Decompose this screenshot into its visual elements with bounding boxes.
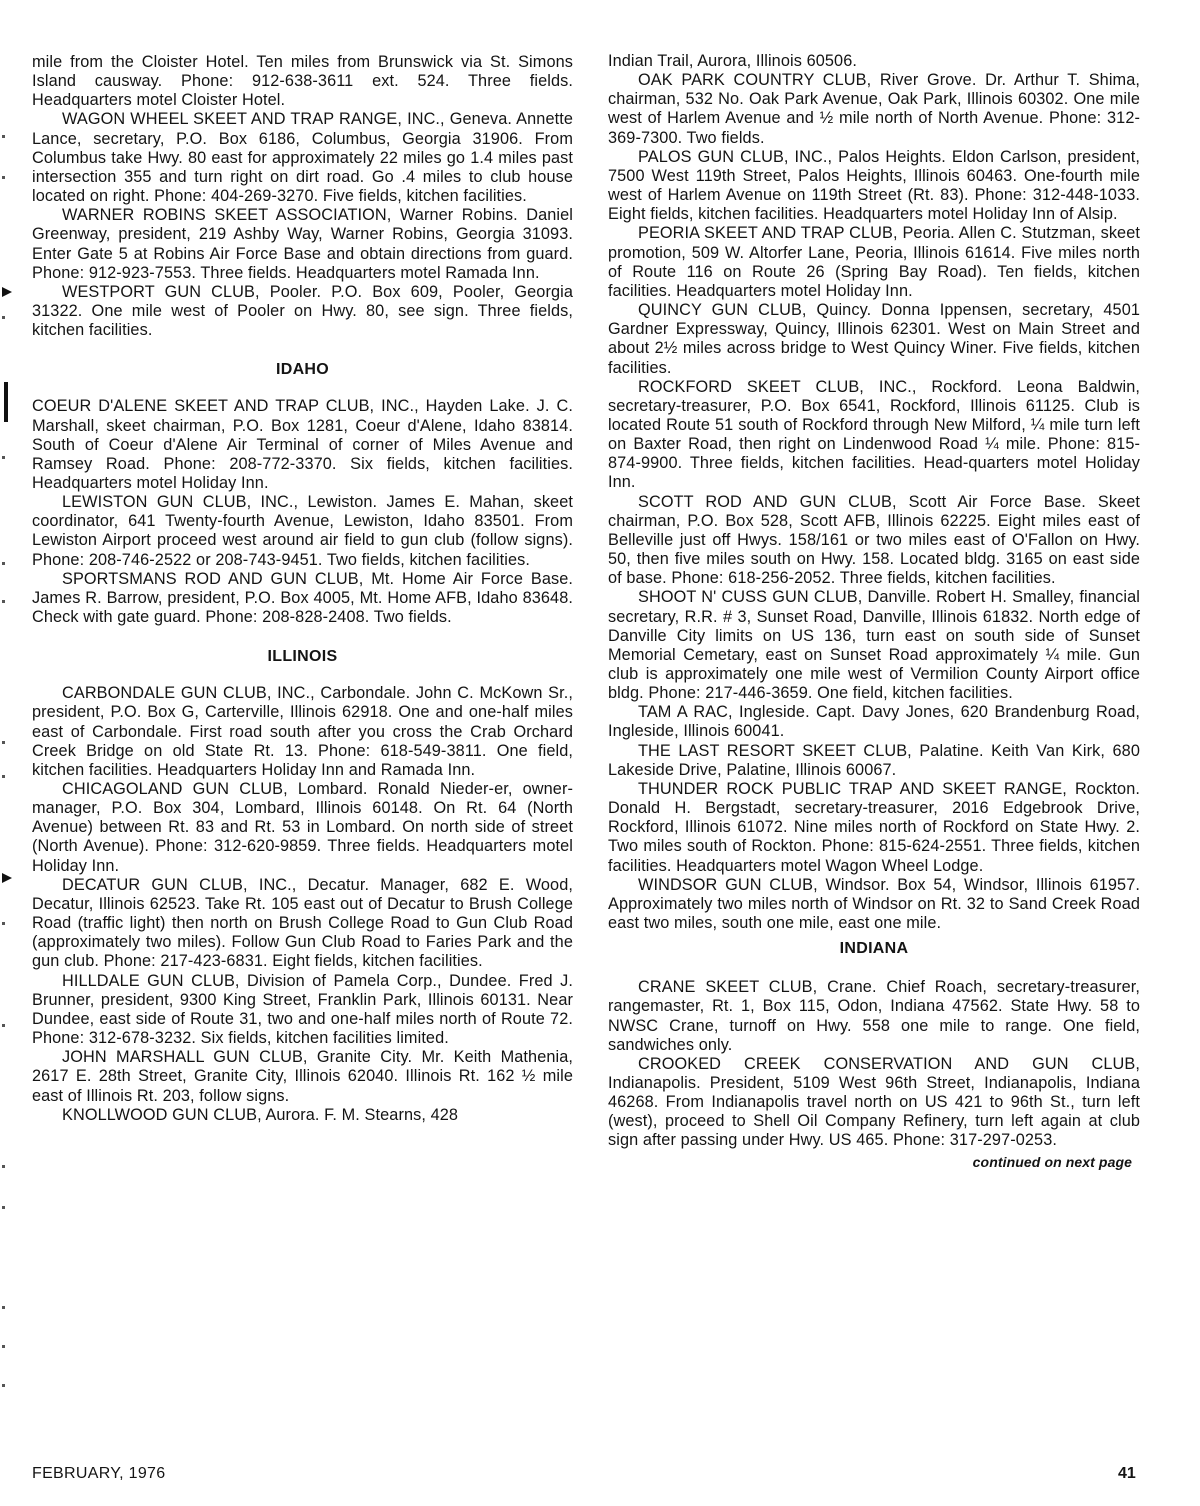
margin-mark [2,922,5,925]
listing-entry: KNOLLWOOD GUN CLUB, Aurora. F. M. Stearns, 428 [62,1105,459,1124]
section-heading: ILLINOIS [267,648,338,666]
listing-entry: DECATUR GUN CLUB, INC., Decatur. Manager, 682 E. Wood, Decatur, Illinois 62523. Take Rt. 105 east out of Decatur to Brush College Road (traffic light) then north on Brush College Road to Gun Club Road (approximately two miles). Follow Gun Club Road to Faries Park and the gun club. Phone: 217-423-6831. Eight fields, kitchen facilities. [32,875,573,971]
margin-mark [2,1206,5,1209]
listing-entry: CARBONDALE GUN CLUB, INC., Carbondale. John C. McKown Sr., president, P.O. Box G, Carterville, Illinois 62918. One and one-half miles east of Carbondale. First road south after you cross the Crab Orchard Creek Bridge on old State Rt. 13. Phone: 618-549-3811. One field, kitchen facilities. Headquarters Holiday Inn and Ramada Inn. [32,684,573,779]
listing-entry: WARNER ROBINS SKEET ASSOCIATION, Warner Robins. Daniel Greenway, president, 219 Ashby Way, Warner Robins, Georgia 31093. Enter Gate 5 at Robins Air Force Base and obtain directions from guard. Phone: 912-923-7553. Three fields. Headquarters motel Ramada Inn. [32,206,573,282]
page-number: 41 [1118,1465,1136,1482]
listing-entry: THE LAST RESORT SKEET CLUB, Palatine. Keith Van Kirk, 680 Lakeside Drive, Palatine, Illinois 60067. [608,741,1140,779]
listing-entry: JOHN MARSHALL GUN CLUB, Granite City. Mr. Keith Mathenia, 2617 E. 28th Street, Granite City, Illinois 62040. Illinois Rt. 162 ½ mile east of Illinois Rt. 203, follow signs. [32,1048,573,1105]
listing-entry: SCOTT ROD AND GUN CLUB, Scott Air Force Base. Skeet chairman, P.O. Box 528, Scott AFB, Illinois 62225. Eight miles east of Belleville just off Hwys. 158/161 or two miles east of O'Fallon on Hwy. 50, then five miles south on Hwy. 158. Located bldg. 3165 on east side of base. Phone: 618-256-2052. Three fields, kitchen facilities. [608,492,1140,588]
continued-note: continued on next page [972,1153,1132,1170]
listing-entry: ROCKFORD SKEET CLUB, INC., Rockford. Leona Baldwin, secretary-treasurer, P.O. Box 6541, Rockford, Illinois 61125. Club is located Route 51 south of Rockford through New Milford, ¼ mile turn left on Baxter Road, then right on Lindenwood Road ¼ mile. Phone: 815-874-9900. Three fields, kitchen facilities. Head-quarters motel Holiday Inn. [608,377,1140,492]
listing-entry: WINDSOR GUN CLUB, Windsor. Box 54, Windsor, Illinois 61957. Approximately two miles north of Windsor on Rt. 32 to Sand Creek Road east two miles, south one mile, east one mile. [608,875,1140,933]
margin-mark [2,1306,5,1309]
margin-mark [2,135,5,138]
margin-mark [2,873,12,883]
margin-mark [2,1384,5,1387]
margin-mark [2,600,5,603]
listing-entry: THUNDER ROCK PUBLIC TRAP AND SKEET RANGE, Rockton. Donald H. Bergstadt, secretary-treasurer, 2016 Edgebrook Drive, Rockford, Illinois 61072. Nine miles north of Rockford on State Hwy. 2. Two miles south of Rockton. Phone: 815-624-2551. Three fields, kitchen facilities. Headquarters motel Wagon Wheel Lodge. [608,779,1140,875]
footer-date: FEBRUARY, 1976 [32,1465,166,1482]
right-column [608,52,1140,1172]
listing-entry: CROOKED CREEK CONSERVATION AND GUN CLUB, Indianapolis. President, 5109 West 96th Street, Indianapolis, Indiana 46268. From Indianapolis travel north on US 421 to 96th St., turn left (west), proceed to Shell Oil Company Refinery, turn left again at club sign after passing under Hwy. US 465. Phone: 317-297-0253. [608,1054,1140,1150]
margin-mark [2,741,5,744]
listing-entry: Indian Trail, Aurora, Illinois 60506. [608,52,857,70]
margin-mark [2,316,5,319]
listing-entry: PEORIA SKEET AND TRAP CLUB, Peoria. Allen C. Stutzman, skeet promotion, 509 W. Altorfer Lane, Peoria, Illinois 61614. Five miles north of Route 116 on Route 26 (Spring Bay Road). Ten fields, kitchen facilities. Headquarters motel Holiday Inn. [608,224,1140,300]
listing-entry: COEUR D'ALENE SKEET AND TRAP CLUB, INC., Hayden Lake. J. C. Marshall, skeet chairman, P.O. Box 1281, Coeur d'Alene, Idaho 83814. South of Coeur d'Alene Air Terminal of corner of Miles Avenue and Ramsey Road. Phone: 208-772-3370. Six fields, kitchen facilities. Headquarters motel Holiday Inn. [32,397,573,492]
listing-entry: SHOOT N' CUSS GUN CLUB, Danville. Robert H. Smalley, financial secretary, R.R. # 3, Sunset Road, Danville, Illinois 61832. North edge of Danville City limits on US 136, turn east on south side of Sunset Memorial Cemetary, east on Sunset Road approximately ¼ mile. Gun club is approximately one mile west of Vermilion County Airport office bldg. Phone: 217-446-3659. One field, kitchen facilities. [608,588,1140,703]
section-heading: IDAHO [275,361,330,379]
listing-entry: HILLDALE GUN CLUB, Division of Pamela Corp., Dundee. Fred J. Brunner, president, 9300 King Street, Franklin Park, Illinois 60131. Near Dundee, east side of Route 31, two and one-half miles north of Route 72. Phone: 312-678-3232. Six fields, kitchen facilities limited. [32,971,573,1048]
margin-mark [2,287,12,297]
listing-entry: WAGON WHEEL SKEET AND TRAP RANGE, INC., Geneva. Annette Lance, secretary, P.O. Box 6186, Columbus, Georgia 31906. From Columbus take Hwy. 80 east for approximately 22 miles go 1.4 miles past intersection 355 and turn right on dirt road. Go .4 miles to club house located on right. Phone: 404-269-3270. Five fields, kitchen facilities. [32,110,573,206]
margin-mark [2,456,5,459]
listing-entry: OAK PARK COUNTRY CLUB, River Grove. Dr. Arthur T. Shima, chairman, 532 No. Oak Park Avenue, Oak Park, Illinois 60302. One mile west of Harlem Avenue and ½ mile north of North Avenue. Phone: 312-369-7300. Two fields. [608,71,1140,147]
listing-entry: LEWISTON GUN CLUB, INC., Lewiston. James E. Mahan, skeet coordinator, 641 Twenty-fourth Avenue, Lewiston, Idaho 83501. From Lewiston Airport proceed west around air field to gun club (follow signs). Phone: 208-746-2522 or 208-743-9451. Two fields, kitchen facilities. [32,493,573,569]
margin-mark [2,775,5,778]
listing-entry: PALOS GUN CLUB, INC., Palos Heights. Eldon Carlson, president, 7500 West 119th Street, Palos Heights, Illinois 60463. One-fourth mile west of Harlem Avenue on 119th Street (Rt. 83). Phone: 312-448-1033. Eight fields, kitchen facilities. Headquarters motel Holiday Inn of Alsip. [608,147,1140,224]
left-column [32,53,573,1125]
margin-mark [2,1024,5,1027]
listing-entry: SPORTSMANS ROD AND GUN CLUB, Mt. Home Air Force Base. James R. Barrow, president, P.O. Box 4005, Mt. Home AFB, Idaho 83648. Check with gate guard. Phone: 208-828-2408. Two fields. [32,569,573,627]
margin-mark [2,1165,5,1168]
listing-entry: CRANE SKEET CLUB, Crane. Chief Roach, secretary-treasurer, rangemaster, Rt. 1, Box 115, Odon, Indiana 47562. State Hwy. 58 to NWSC Crane, turnoff on Hwy. 558 one mile to range. One field, sandwiches only. [608,978,1140,1054]
listing-entry: WESTPORT GUN CLUB, Pooler. P.O. Box 609, Pooler, Georgia 31322. One mile west of Pooler on Hwy. 80, see sign. Three fields, kitchen facilities. [32,282,573,340]
listing-entry: CHICAGOLAND GUN CLUB, Lombard. Ronald Nieder-er, owner-manager, P.O. Box 304, Lombard, Illinois 60148. On Rt. 64 (North Avenue) between Rt. 83 and Rt. 53 in Lombard. On north side of street (North Avenue). Phone: 312-620-9859. Three fields. Headquarters motel Holiday Inn. [32,780,573,875]
listing-entry: TAM A RAC, Ingleside. Capt. Davy Jones, 620 Brandenburg Road, Ingleside, Illinois 60041. [608,703,1140,741]
margin-mark [2,1345,5,1348]
margin-mark [4,382,8,422]
margin-mark [2,176,5,179]
section-heading: INDIANA [839,940,909,958]
listing-entry: mile from the Cloister Hotel. Ten miles from Brunswick via St. Simons Island causway. Phone: 912-638-3611 ext. 524. Three fields. Headquarters motel Cloister Hotel. [32,53,573,110]
margin-mark [2,562,5,565]
listing-entry: QUINCY GUN CLUB, Quincy. Donna Ippensen, secretary, 4501 Gardner Expressway, Quincy, Illinois 62301. West on Main Street and about 2½ miles across bridge to West Quincy Winer. Five fields, kitchen facilities. [608,301,1140,377]
